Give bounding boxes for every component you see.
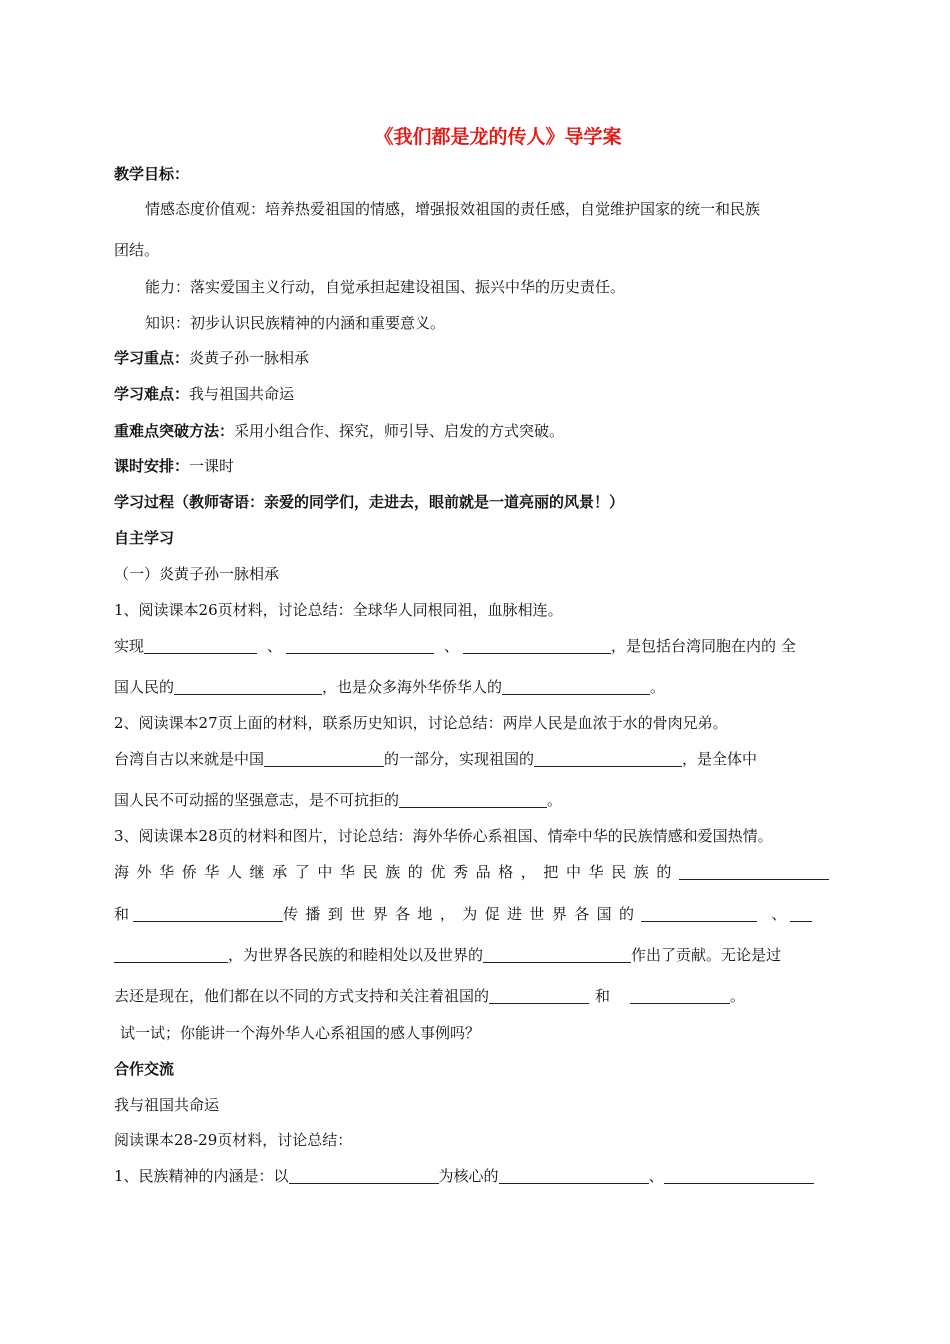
q1-blank-2[interactable] [286, 637, 434, 654]
q3-blank-4[interactable] [114, 946, 228, 963]
q3-end: 。 [730, 987, 746, 1005]
method-value: 采用小组合作、探究，师引导、启发的方式突破。 [234, 422, 565, 440]
try-prompt: 试一试；你能讲一个海外华人心系祖国的感人事例吗？ [120, 1024, 481, 1042]
method [114, 421, 564, 441]
question-3: 3、阅读课本28页的材料和图片，讨论总结：海外华侨心系祖国、情牵中华的民族情感和爱国热情。 [114, 827, 773, 845]
q3-fill-line3 [114, 945, 781, 965]
q2-blank-3[interactable] [399, 791, 547, 808]
q3-text-g: 去还是现在，他们都在以不同的方式支持和关注着祖国的 [114, 987, 490, 1005]
question-2: 2、阅读课本27页上面的材料，联系历史知识，讨论总结：两岸人民是血浓于水的骨肉兄弟。 [114, 714, 728, 732]
method-label: 重难点突破方法： [114, 422, 235, 440]
q3-blank-6[interactable] [489, 987, 589, 1004]
goal-emotion-line2: 团结。 [114, 241, 160, 259]
q3-text-c: 传播到世界各地，为促进世界各国的 [283, 905, 642, 923]
q1-blank-5[interactable] [502, 678, 650, 695]
q2-end: 。 [547, 791, 563, 809]
goal-knowledge: 知识：初步认识民族精神的内涵和重要意义。 [145, 314, 446, 332]
schedule [114, 456, 234, 476]
section-heading: （一）炎黄子孙一脉相承 [114, 565, 280, 583]
key-point-label: 学习重点： [114, 349, 190, 367]
q1-end: 。 [650, 678, 666, 696]
q3-text-a: 海外华侨华人继承了中华民族的优秀品格，把中华民族的 [114, 863, 680, 881]
q2-blank-2[interactable] [534, 750, 682, 767]
difficulty-value: 我与祖国共命运 [189, 385, 295, 403]
cooperation-topic: 我与祖国共命运 [114, 1096, 220, 1114]
q2-blank-1[interactable] [264, 750, 384, 767]
q3-blank-2[interactable] [133, 905, 283, 922]
q3-blank-1[interactable] [679, 863, 829, 880]
self-study-heading: 自主学习 [114, 529, 175, 547]
q3-blank-4a[interactable] [790, 905, 812, 922]
coop-q1-text-a: 1、民族精神的内涵是：以 [114, 1167, 289, 1185]
q3-text-f: 作出了贡献。无论是过 [631, 946, 782, 964]
q2-text-c: ，是全体中 [682, 750, 758, 768]
difficulty-label: 学习难点： [114, 385, 190, 403]
q1-text-d: ，也是众多海外华侨华人的 [322, 678, 503, 696]
goal-emotion-line1: 情感态度价值观：培养热爱祖国的情感，增强报效祖国的责任感，自觉维护国家的统一和民族 [145, 200, 761, 218]
goals-heading: 教学目标： [114, 165, 190, 183]
q3-blank-7[interactable] [630, 987, 730, 1004]
q3-text-h: 和 [595, 987, 611, 1005]
q1-text-b: ，是包括台湾同胞在内的 全 [611, 637, 796, 655]
q1-text-a: 实现 [114, 637, 145, 655]
q1-blank-1[interactable] [144, 637, 257, 654]
coop-q1-blank-2[interactable] [499, 1167, 649, 1184]
q1-text-c: 国人民的 [114, 678, 175, 696]
q3-blank-3[interactable] [641, 905, 757, 922]
q2-text-d: 国人民不可动摇的坚强意志，是不可抗拒的 [114, 791, 400, 809]
q1-blank-3[interactable] [463, 637, 611, 654]
goal-ability: 能力：落实爱国主义行动，自觉承担起建设祖国、振兴中华的历史责任。 [145, 278, 626, 296]
q2-fill-line2 [114, 790, 562, 810]
difficulty [114, 384, 294, 404]
q3-sep: 、 [771, 905, 787, 923]
q1-sep-2: 、 [444, 637, 460, 655]
process-heading: 学习过程（教师寄语：亲爱的同学们，走进去，眼前就是一道亮丽的风景！） [114, 493, 625, 511]
cooperation-heading: 合作交流 [114, 1060, 175, 1078]
coop-q1-text-b: 为核心的 [438, 1167, 499, 1185]
coop-q1-fill [114, 1166, 814, 1186]
q2-fill-line1 [114, 749, 757, 769]
q1-fill-line1 [114, 636, 796, 656]
question-1: 1、阅读课本26页材料，讨论总结：全球华人同根同祖，血脉相连。 [114, 601, 563, 619]
q3-text-e: ，为世界各民族的和睦相处以及世界的 [228, 946, 484, 964]
q2-text-a: 台湾自古以来就是中国 [114, 750, 265, 768]
q2-text-b: 的一部分，实现祖国的 [384, 750, 535, 768]
key-point-value: 炎黄子孙一脉相承 [189, 349, 310, 367]
schedule-value: 一课时 [189, 457, 235, 475]
q3-fill-line1 [114, 862, 829, 882]
q3-fill-line4 [114, 986, 745, 1006]
q3-fill-line2 [114, 904, 812, 924]
q3-blank-5[interactable] [483, 946, 631, 963]
coop-q1-blank-1[interactable] [289, 1167, 439, 1184]
q1-fill-line2 [114, 677, 665, 697]
q1-sep-1: 、 [267, 637, 283, 655]
schedule-label: 课时安排： [114, 457, 190, 475]
document-title: 《我们都是龙的传人》导学案 [374, 126, 622, 148]
q3-text-b: 和 [114, 905, 130, 923]
cooperation-read: 阅读课本28-29页材料，讨论总结： [114, 1131, 353, 1149]
key-point [114, 348, 309, 368]
coop-q1-blank-3[interactable] [664, 1167, 814, 1184]
coop-q1-sep: 、 [648, 1167, 664, 1185]
q1-blank-4[interactable] [174, 678, 322, 695]
